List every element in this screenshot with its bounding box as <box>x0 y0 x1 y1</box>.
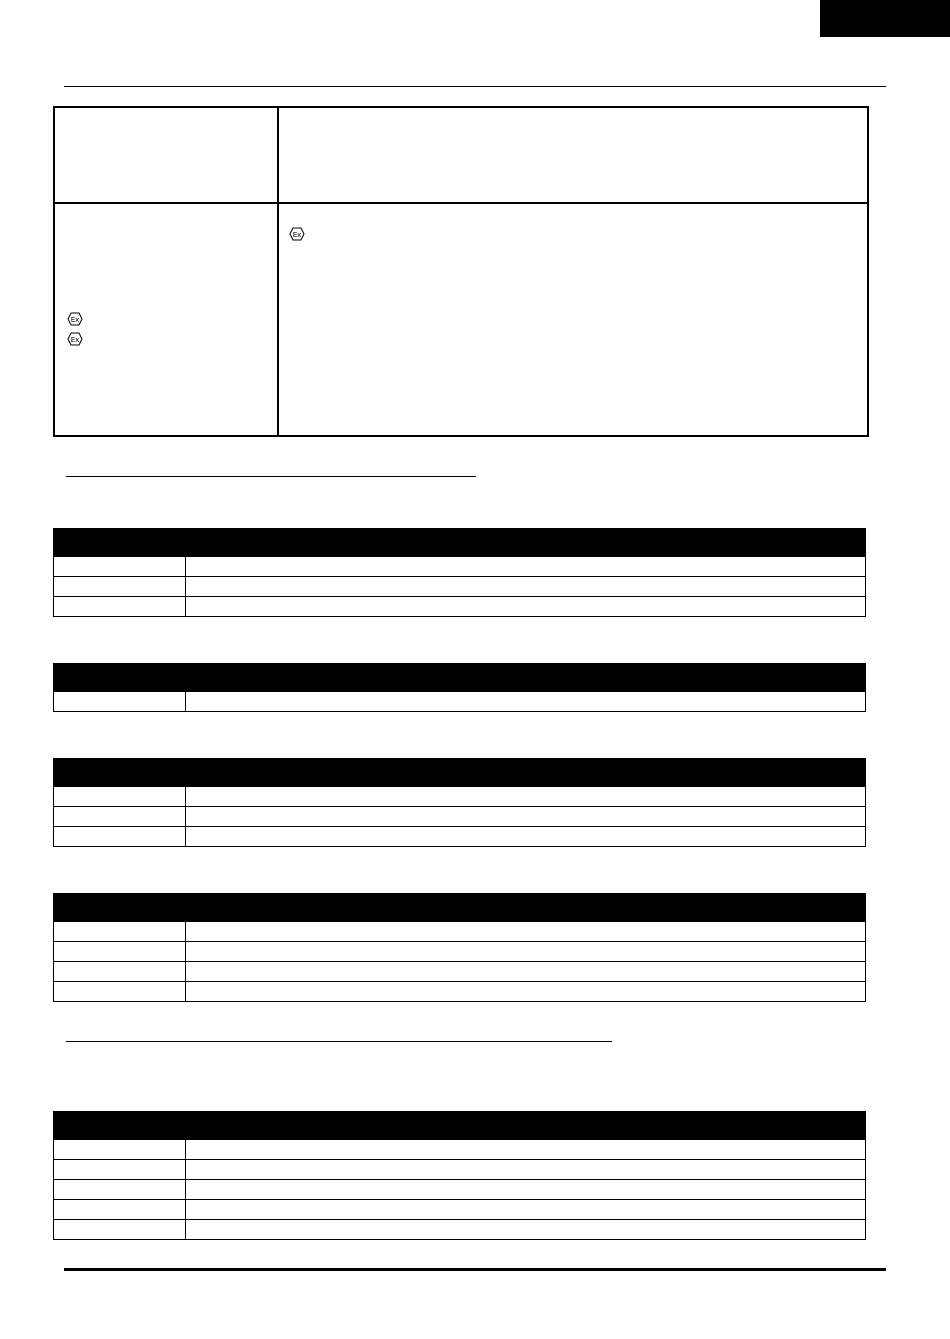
header-cell <box>190 664 860 691</box>
table-row <box>54 941 865 961</box>
spec-row <box>55 108 867 204</box>
table-header <box>54 1112 865 1139</box>
header-cell <box>58 1112 182 1139</box>
footer-rule <box>64 1268 886 1271</box>
table-header <box>54 894 865 921</box>
table-row <box>54 1159 865 1179</box>
table-cell <box>58 1200 182 1219</box>
table-cell <box>190 1160 860 1179</box>
table-cell <box>190 597 860 616</box>
table-cell <box>190 807 860 826</box>
table-cell <box>58 597 182 616</box>
table-row <box>54 1139 865 1159</box>
table-cell <box>190 692 860 711</box>
table-cell <box>190 557 860 576</box>
table-cell <box>190 982 860 1001</box>
column-divider <box>185 692 186 711</box>
table-row <box>54 1199 865 1219</box>
table-row <box>54 556 865 576</box>
column-divider <box>185 807 186 826</box>
table-cell <box>58 982 182 1001</box>
column-divider <box>185 1180 186 1199</box>
table-cell <box>58 1180 182 1199</box>
section-heading <box>66 456 476 476</box>
table-row <box>54 981 865 1001</box>
svg-text:Ex: Ex <box>70 336 80 344</box>
header-cell <box>58 759 182 786</box>
header-cell <box>190 1112 860 1139</box>
column-divider <box>185 1112 186 1139</box>
ex-explosion-proof-icon <box>67 312 83 326</box>
column-divider <box>185 529 186 556</box>
table-row <box>54 1179 865 1199</box>
table-row <box>54 786 865 806</box>
column-divider <box>185 1200 186 1219</box>
svg-text:Ex: Ex <box>292 231 302 239</box>
column-divider <box>277 108 279 202</box>
table-row <box>54 596 865 616</box>
column-divider <box>185 922 186 941</box>
table-cell <box>58 962 182 981</box>
header-rule <box>64 86 886 87</box>
spec-row <box>55 204 867 435</box>
table-cell <box>190 1200 860 1219</box>
svg-text:Ex: Ex <box>70 316 80 324</box>
table-cell <box>190 1180 860 1199</box>
column-divider <box>185 962 186 981</box>
spec-table <box>53 758 866 847</box>
page-corner-tab <box>820 0 950 37</box>
header-cell <box>58 894 182 921</box>
table-cell <box>58 787 182 806</box>
table-row <box>54 921 865 941</box>
column-divider <box>185 982 186 1001</box>
table-cell <box>58 692 182 711</box>
specification-box <box>53 106 869 437</box>
table-cell <box>58 1220 182 1239</box>
table-cell <box>190 787 860 806</box>
column-divider <box>185 577 186 596</box>
table-cell <box>190 962 860 981</box>
table-cell <box>190 942 860 961</box>
table-row <box>54 806 865 826</box>
table-cell <box>58 922 182 941</box>
section-heading-underline <box>66 476 476 477</box>
table-header <box>54 664 865 691</box>
column-divider <box>185 597 186 616</box>
column-divider <box>185 1160 186 1179</box>
section-heading-underline <box>66 1041 612 1042</box>
table-cell <box>58 827 182 846</box>
table-cell <box>190 1220 860 1239</box>
table-cell <box>58 577 182 596</box>
column-divider <box>185 787 186 806</box>
table-row <box>54 1219 865 1239</box>
spec-table <box>53 1111 866 1240</box>
header-cell <box>58 529 182 556</box>
ex-explosion-proof-icon <box>67 332 83 346</box>
table-cell <box>190 922 860 941</box>
table-cell <box>58 1160 182 1179</box>
header-cell <box>190 894 860 921</box>
table-cell <box>58 807 182 826</box>
column-divider <box>185 759 186 786</box>
spec-table <box>53 528 866 617</box>
column-divider <box>185 827 186 846</box>
header-cell <box>190 529 860 556</box>
header-cell <box>58 664 182 691</box>
table-row <box>54 691 865 711</box>
table-row <box>54 576 865 596</box>
table-cell <box>58 1140 182 1159</box>
table-cell <box>190 1140 860 1159</box>
table-row <box>54 961 865 981</box>
spec-table <box>53 893 866 1002</box>
column-divider <box>185 942 186 961</box>
table-header <box>54 529 865 556</box>
spec-table <box>53 663 866 712</box>
column-divider <box>185 1140 186 1159</box>
header-cell <box>190 759 860 786</box>
column-divider <box>185 664 186 691</box>
table-header <box>54 759 865 786</box>
table-cell <box>58 557 182 576</box>
column-divider <box>185 557 186 576</box>
table-cell <box>190 577 860 596</box>
column-divider <box>185 894 186 921</box>
column-divider <box>277 204 279 435</box>
table-cell <box>190 827 860 846</box>
column-divider <box>185 1220 186 1239</box>
table-cell <box>58 942 182 961</box>
section-heading <box>66 1021 612 1041</box>
table-row <box>54 826 865 846</box>
ex-explosion-proof-icon <box>289 227 305 241</box>
